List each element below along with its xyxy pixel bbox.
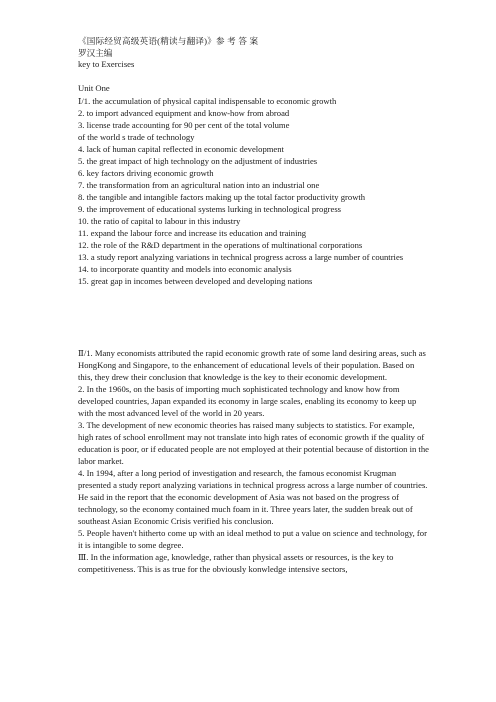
list-item: 3. license trade accounting for 90 per cent of the total volume <box>78 120 290 130</box>
paragraph: 5. People haven't hitherto come up with an ideal method to put a value on science and technology, for it is intangible to some degree. <box>78 528 427 550</box>
list-item: 8. the tangible and intangible factors making up the total factor productivity growth <box>78 192 366 202</box>
page-title: 《国际经贸高级英语(精读与翻译)》参 考 答 案 <box>78 36 259 46</box>
paragraph: Ⅱ/1. Many economists attributed the rapid economic growth rate of some land desiring areas, such as HongKong and Singapore, to the enhancement of educational levels of their population. Based on this, they drew their conclusion that knowledge is the key to their economic development. <box>78 348 426 382</box>
list-item: 11. expand the labour force and increase its education and training <box>78 228 307 238</box>
paragraph: 3. The development of new economic theories has raised many subjects to statistics. For example, high rates of school enrollment may not translate into high rates of economic growth if the quality of education is poor, or if educated people are not employed at their potential because of distortion in the labor market. <box>78 420 429 466</box>
paragraph: 4. In 1994, after a long period of investigation and research, the famous economist Krugman presented a study report analyzing variations in technical progress across a large number of countries. He said in the report that the economic development of Asia was not based on the progress of technology, so the economy contained much foam in it. Three years later, the sudden break out of southeast Asian Economic Crisis verified his conclusion. <box>78 468 428 526</box>
list-item: 10. the ratio of capital to labour in this industry <box>78 216 241 226</box>
list-item: 13. a study report analyzing variations in technical progress across a large number of countries <box>78 252 404 262</box>
exercise-list-two <box>78 347 430 575</box>
editor-line: 罗汉主编 <box>78 48 113 58</box>
paragraph: Ⅲ. In the information age, knowledge, rather than physical assets or resources, is the key to competitiveness. This is as true for the obviously konwledge intensive sectors, <box>78 552 394 574</box>
paragraph: 2. In the 1960s, on the basis of importing much sophisticated technology and know how from developed countries, Japan expanded its economy in large scales, enabling its economy to keep up with the most advanced level of the world in 20 years. <box>78 384 417 418</box>
list-item: 4. lack of human capital reflected in economic development <box>78 144 284 154</box>
list-item: Ⅰ/1. the accumulation of physical capital indispensable to economic growth <box>78 96 337 106</box>
list-item: 7. the transformation from an agricultural nation into an industrial one <box>78 180 320 190</box>
unit-heading: Unit One <box>78 83 110 93</box>
list-item: of the world s trade of technology <box>78 132 195 142</box>
subtitle-line: key to Exercises <box>78 59 135 69</box>
list-item: 6. key factors driving economic growth <box>78 168 214 178</box>
list-item: 9. the improvement of educational systems lurking in technological progress <box>78 204 342 214</box>
list-item: 15. great gap in incomes between developed and developing nations <box>78 276 313 286</box>
list-item: 12. the role of the R&D department in the operations of multinational corporations <box>78 240 363 250</box>
list-item: 2. to import advanced equipment and know-how from abroad <box>78 108 290 118</box>
list-item: 14. to incorporate quantity and models into economic analysis <box>78 264 292 274</box>
list-item: 5. the great impact of high technology on the adjustment of industries <box>78 156 318 166</box>
exercise-list-one <box>78 95 438 287</box>
